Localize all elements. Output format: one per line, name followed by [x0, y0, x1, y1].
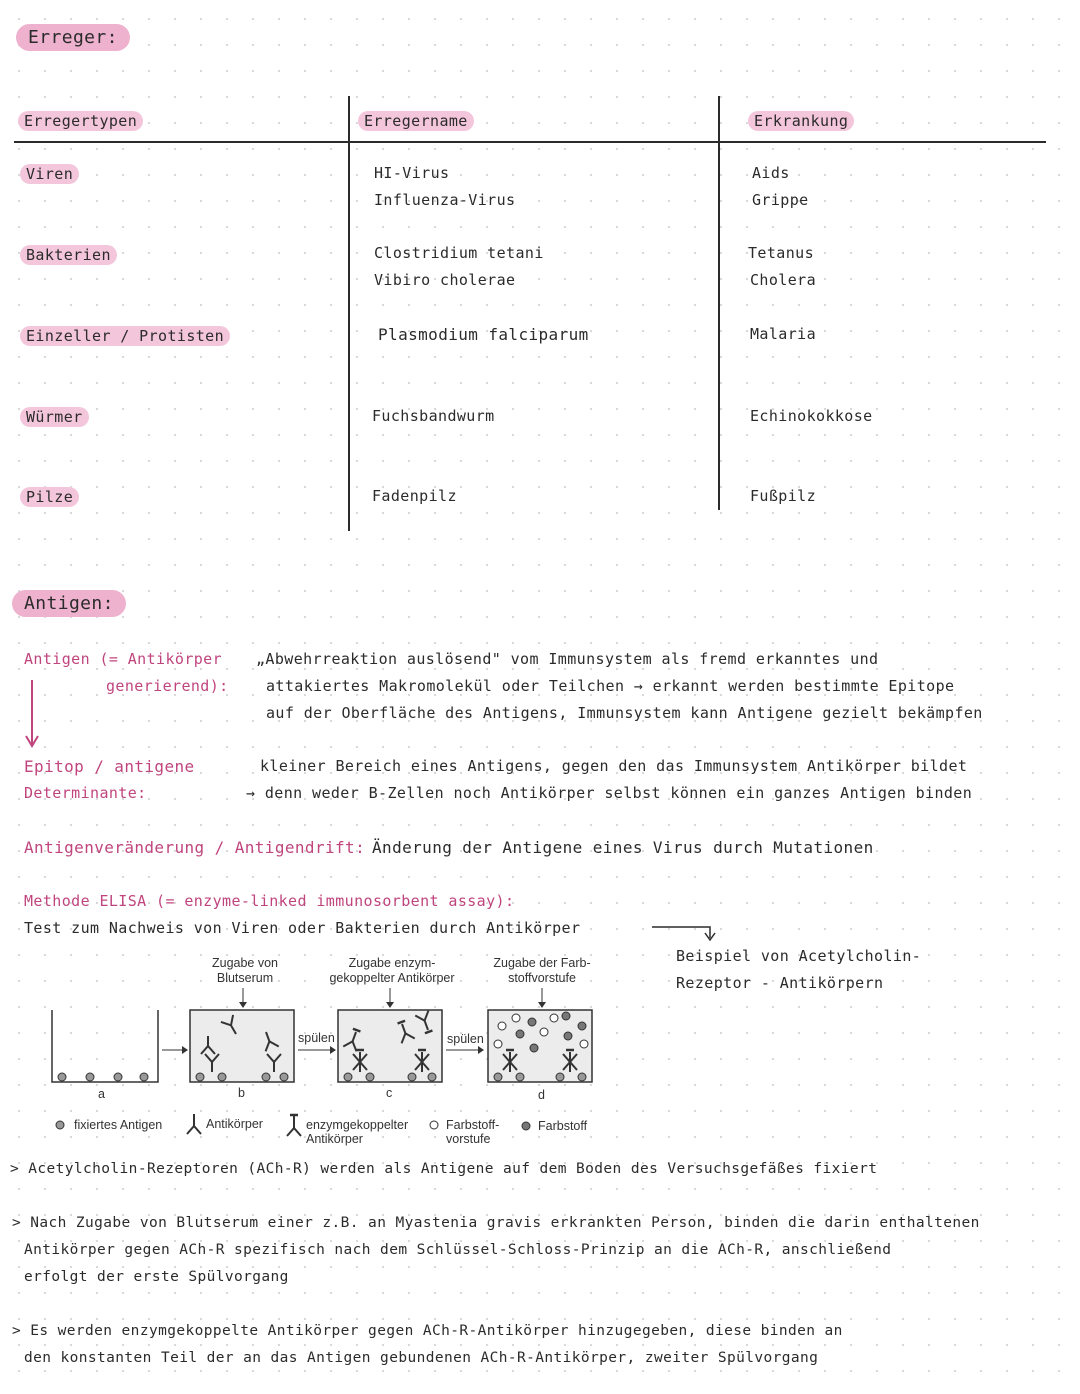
elisa-well-d	[488, 1010, 592, 1082]
dye-legend-icon	[520, 1120, 532, 1132]
table-cell-name: HI-Virus	[374, 164, 450, 182]
diagram-label-enzyme	[322, 956, 462, 986]
legend-precursor-line1: Farbstoff-	[446, 1118, 500, 1132]
table-row-type: Viren	[20, 164, 79, 184]
antigen-legend-icon	[54, 1119, 66, 1131]
table-column-divider-2	[718, 96, 720, 510]
legend-enzyme-antibody-line1: enzymgekoppelter	[306, 1118, 409, 1132]
elisa-title: Methode ELISA (= enzyme-linked immunosorbent assay):	[24, 892, 515, 910]
enzyme-antibody-legend-icon	[284, 1112, 304, 1138]
diagram-label-serum-line1: Zugabe von	[211, 956, 279, 970]
step-label-b: b	[238, 1086, 245, 1100]
step-label-a: a	[98, 1087, 105, 1101]
down-arrow-icon	[24, 678, 40, 750]
corner-arrow-icon	[650, 920, 720, 942]
note-2-line1: > Nach Zugabe von Blutserum einer z.B. an Myastenia gravis erkrankten Person, binden die darin enthaltenen	[12, 1215, 980, 1231]
table-row-type: Würmer	[20, 407, 89, 427]
legend-antibody: Antikörper	[206, 1117, 263, 1131]
elisa-diagram	[40, 986, 610, 1104]
antigen-term-line1: Antigen (= Antikörper	[24, 650, 223, 668]
table-cell-name: Vibiro cholerae	[374, 271, 516, 289]
step-label-d: d	[538, 1088, 545, 1102]
example-line1: Beispiel von Acetylcholin-	[676, 947, 922, 965]
diagram-label-enzyme-line2: gekoppelter Antikörper	[329, 971, 455, 985]
epitope-term-line2: Determinante:	[24, 784, 147, 802]
elisa-well-a	[52, 1010, 158, 1082]
table-cell-disease: Fußpilz	[750, 487, 817, 505]
antibody-legend-icon	[184, 1112, 204, 1136]
antigen-drift-term: Antigenveränderung / Antigendrift:	[24, 838, 366, 857]
epitope-term-line1: Epitop / antigene	[24, 757, 195, 776]
elisa-description: Test zum Nachweis von Viren oder Bakterien durch Antikörper	[24, 919, 581, 937]
diagram-label-serum-line2: Blutserum	[216, 971, 274, 985]
elisa-well-b	[190, 1010, 294, 1082]
rinse-label-2: spülen	[447, 1032, 484, 1046]
section-title-pathogen: Erreger:	[16, 24, 130, 51]
table-row-type: Bakterien	[20, 245, 117, 265]
table-header-disease: Erkrankung	[748, 111, 854, 131]
table-row-type: Pilze	[20, 487, 79, 507]
table-cell-name: Fuchsbandwurm	[372, 407, 495, 425]
table-cell-name: Clostridium tetani	[374, 244, 544, 262]
antigen-definition-line3: auf der Oberfläche des Antigens, Immunsystem kann Antigene gezielt bekämpfen	[266, 704, 983, 722]
diagram-label-substrate-line1: Zugabe der Farb-	[493, 956, 591, 970]
table-header-rule	[14, 141, 1046, 143]
diagram-label-substrate-line2: stoffvorstufe	[508, 971, 576, 985]
table-cell-disease: Echinokokkose	[750, 407, 873, 425]
note-3-line1: > Es werden enzymgekoppelte Antikörper gegen ACh-R-Antikörper hinzugegeben, diese binden an	[12, 1323, 843, 1339]
epitope-definition-line2: → denn weder B-Zellen noch Antikörper selbst können ein ganzes Antigen binden	[246, 784, 973, 802]
step-label-c: c	[386, 1086, 393, 1100]
antigen-definition-line1: „Abwehrreaktion auslösend" vom Immunsystem als fremd erkanntes und	[256, 650, 879, 668]
table-row-type: Einzeller / Protisten	[20, 326, 230, 346]
elisa-well-c	[338, 1010, 442, 1082]
diagram-label-serum	[200, 956, 290, 986]
note-2-line3: erfolgt der erste Spülvorgang	[24, 1269, 289, 1285]
diagram-label-enzyme-line1: Zugabe enzym-	[348, 956, 436, 970]
table-cell-disease: Grippe	[752, 191, 809, 209]
table-header-type: Erregertypen	[18, 111, 143, 131]
epitope-definition-line1: kleiner Bereich eines Antigens, gegen den das Immunsystem Antikörper bildet	[260, 757, 968, 775]
rinse-label-1: spülen	[298, 1031, 335, 1045]
antigen-drift-definition: Änderung der Antigene eines Virus durch Mutationen	[372, 838, 874, 857]
note-3-line2: den konstanten Teil der an das Antigen gebundenen ACh-R-Antikörper, zweiter Spülvorgang	[24, 1350, 819, 1366]
legend-dye: Farbstoff	[538, 1119, 588, 1133]
example-line2: Rezeptor - Antikörpern	[676, 974, 884, 992]
legend-precursor	[446, 1118, 499, 1146]
note-2-line2: Antikörper gegen ACh-R spezifisch nach dem Schlüssel-Schloss-Prinzip an die ACh-R, anschließend	[24, 1242, 892, 1258]
note-1: > Acetylcholin-Rezeptoren (ACh-R) werden als Antigene auf dem Boden des Versuchsgefäßes fixiert	[10, 1161, 878, 1177]
precursor-legend-icon	[428, 1119, 440, 1131]
antigen-term-line2: generierend):	[106, 677, 229, 695]
table-cell-name: Influenza-Virus	[374, 191, 516, 209]
legend-precursor-line2: vorstufe	[446, 1132, 491, 1146]
table-cell-name: Plasmodium falciparum	[378, 325, 589, 344]
antigen-definition-line2: attakiertes Makromolekül oder Teilchen → erkannt werden bestimmte Epitope	[266, 677, 955, 695]
table-header-name: Erregername	[358, 111, 474, 131]
table-cell-disease: Aids	[752, 164, 790, 182]
diagram-label-substrate	[484, 956, 600, 986]
legend-enzyme-antibody	[306, 1118, 408, 1146]
table-column-divider-1	[348, 96, 350, 531]
legend-antigen: fixiertes Antigen	[74, 1118, 163, 1132]
table-cell-disease: Tetanus	[748, 244, 815, 262]
table-cell-disease: Malaria	[750, 325, 817, 343]
legend-enzyme-antibody-line2: Antikörper	[306, 1132, 363, 1146]
table-cell-name: Fadenpilz	[372, 487, 457, 505]
table-cell-disease: Cholera	[750, 271, 817, 289]
section-title-antigen: Antigen:	[12, 590, 126, 617]
